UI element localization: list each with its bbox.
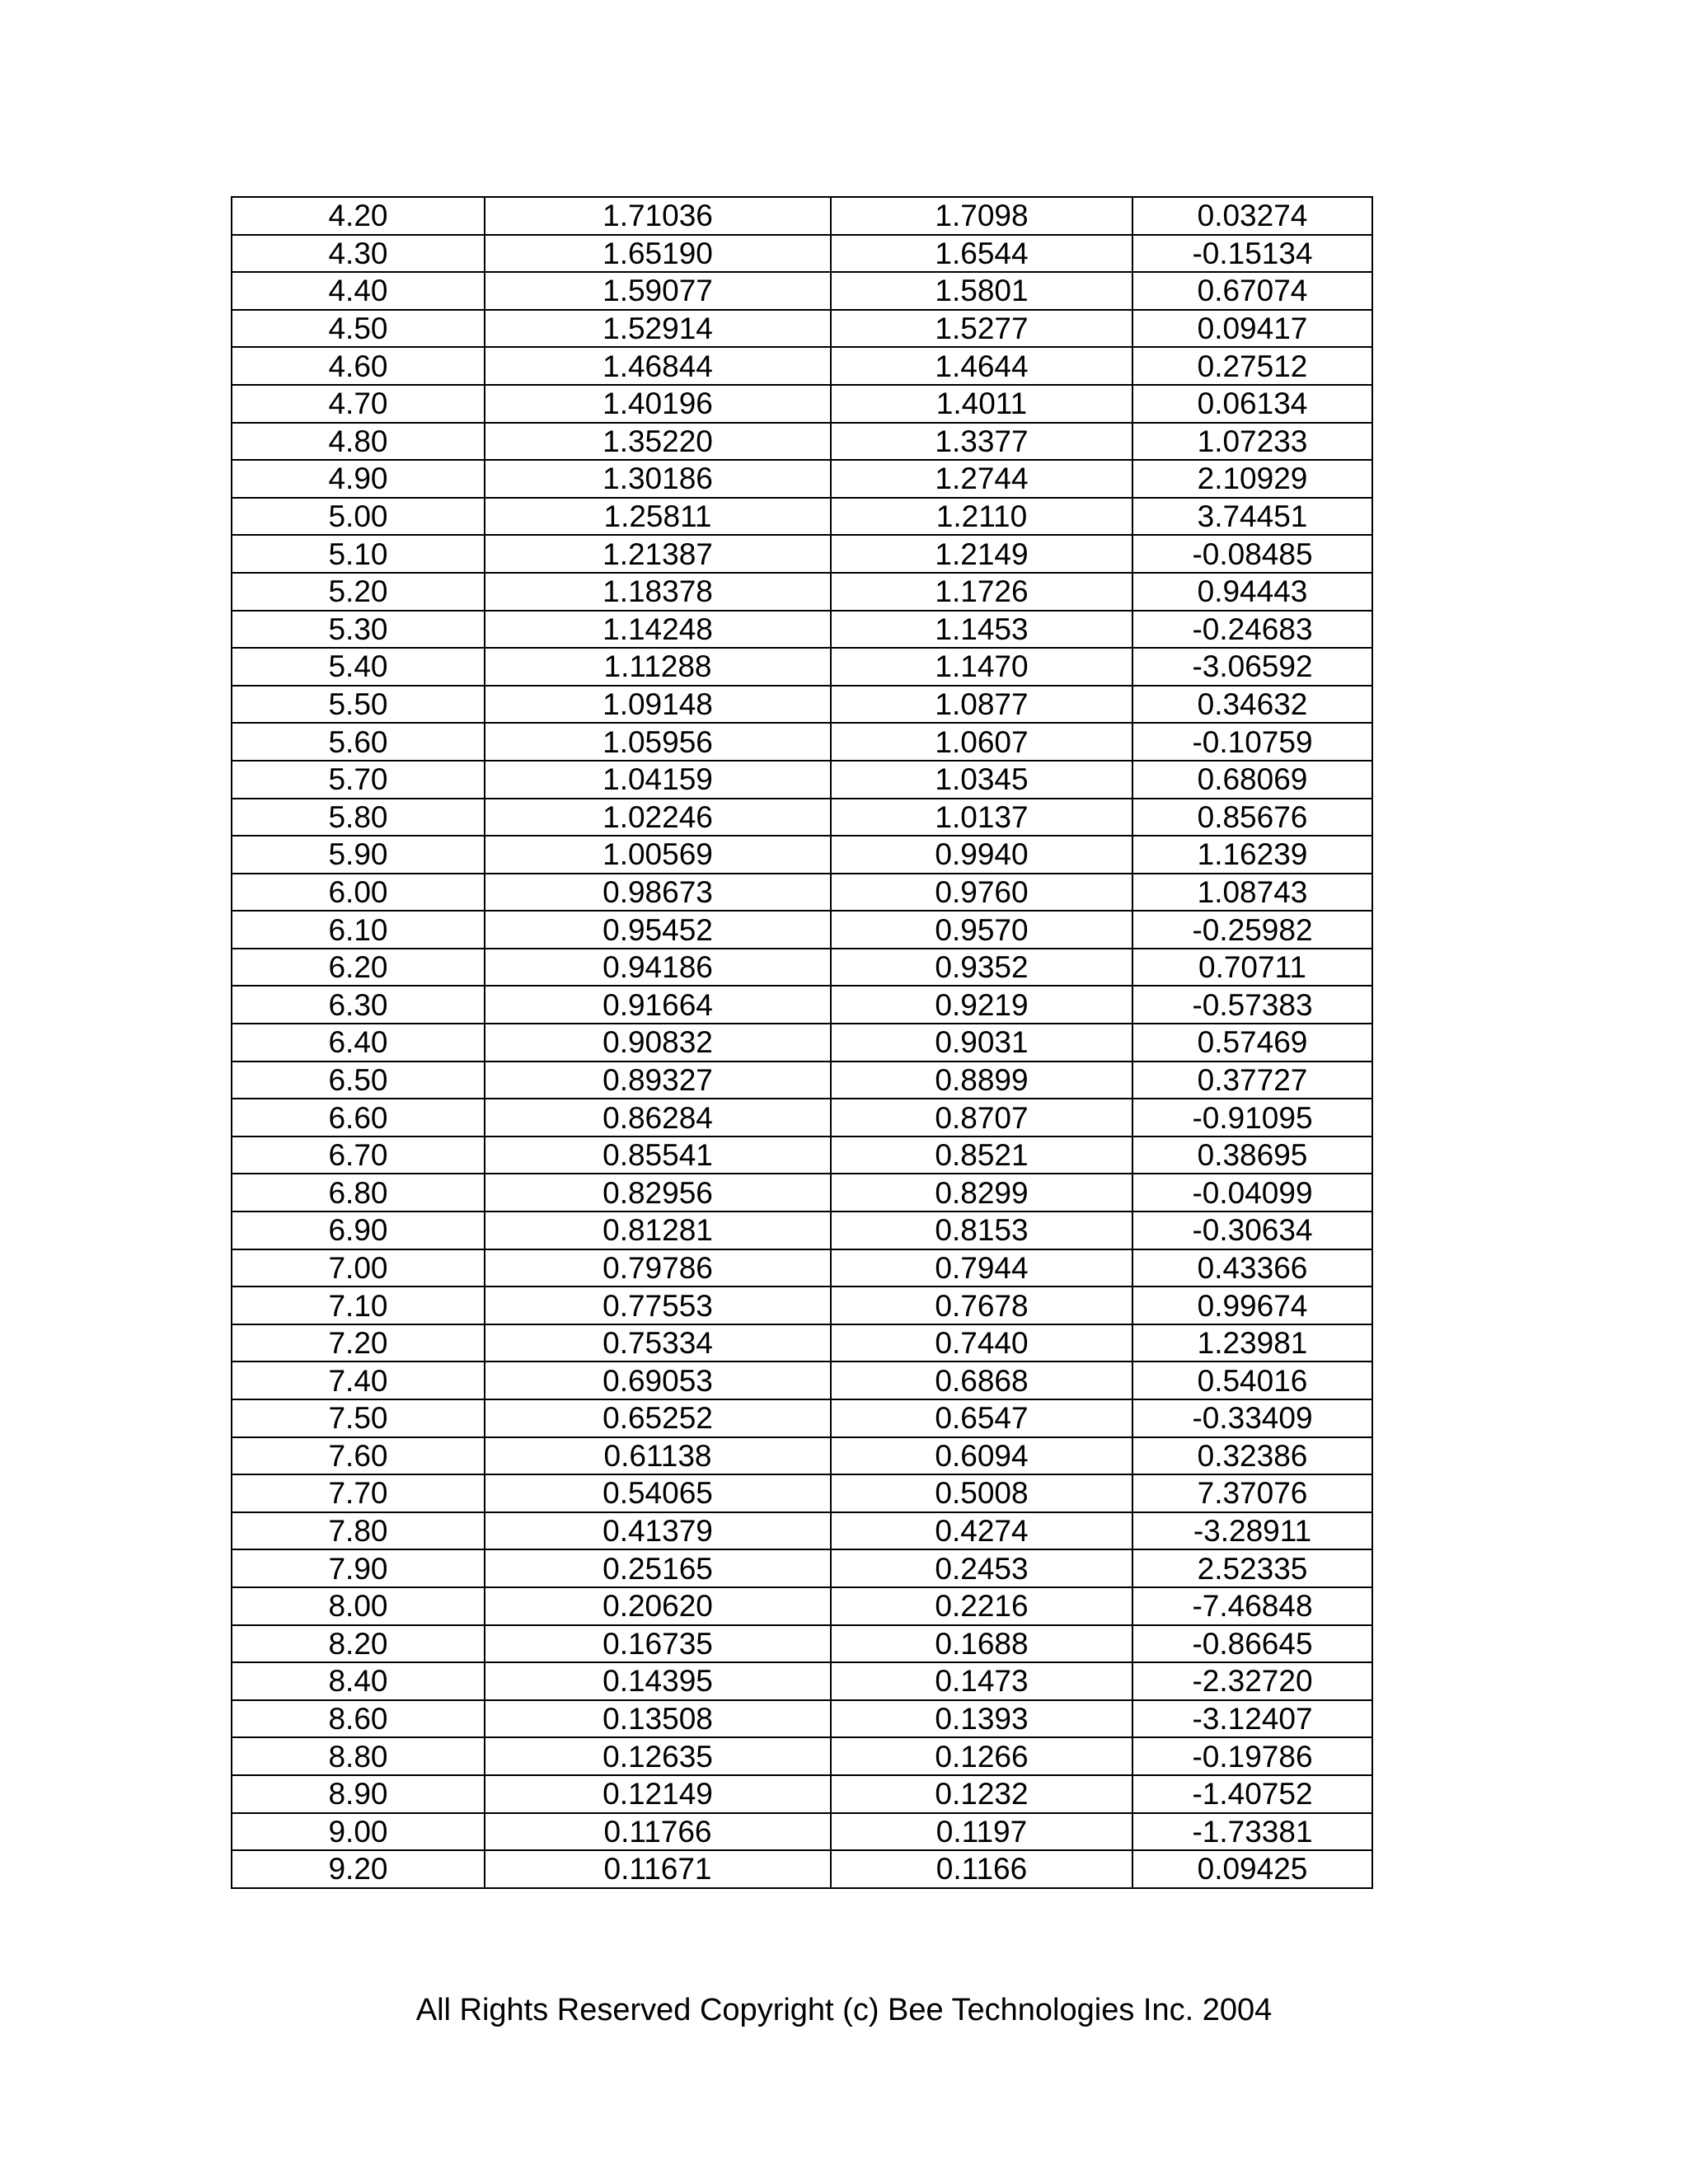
x-value-cell: 6.50 bbox=[232, 1062, 485, 1099]
table-row bbox=[232, 874, 1372, 912]
value-a-cell: 0.61138 bbox=[485, 1437, 831, 1475]
x-value-cell: 5.50 bbox=[232, 686, 485, 724]
table-row bbox=[232, 1361, 1372, 1399]
table-row bbox=[232, 1813, 1372, 1851]
table-row bbox=[232, 1850, 1372, 1888]
value-b-cell: 0.6547 bbox=[831, 1399, 1132, 1437]
x-value-cell: 8.90 bbox=[232, 1775, 485, 1813]
value-b-cell: 1.0877 bbox=[831, 686, 1132, 724]
value-a-cell: 0.11671 bbox=[485, 1850, 831, 1888]
value-a-cell: 0.82956 bbox=[485, 1174, 831, 1212]
value-b-cell: 0.7440 bbox=[831, 1324, 1132, 1362]
x-value-cell: 4.20 bbox=[232, 197, 485, 235]
x-value-cell: 7.00 bbox=[232, 1249, 485, 1287]
error-percent-cell: 0.32386 bbox=[1132, 1437, 1372, 1475]
error-percent-cell: 0.03274 bbox=[1132, 197, 1372, 235]
error-percent-cell: 0.27512 bbox=[1132, 347, 1372, 385]
error-percent-cell: -0.10759 bbox=[1132, 723, 1372, 761]
value-a-cell: 0.13508 bbox=[485, 1700, 831, 1738]
table-row bbox=[232, 535, 1372, 573]
table-row bbox=[232, 799, 1372, 837]
value-b-cell: 1.5277 bbox=[831, 310, 1132, 348]
x-value-cell: 6.40 bbox=[232, 1024, 485, 1062]
error-percent-cell: -3.12407 bbox=[1132, 1700, 1372, 1738]
table-row bbox=[232, 347, 1372, 385]
x-value-cell: 5.70 bbox=[232, 761, 485, 799]
table-row bbox=[232, 1024, 1372, 1062]
x-value-cell: 7.50 bbox=[232, 1399, 485, 1437]
table-row bbox=[232, 1137, 1372, 1174]
value-b-cell: 0.1166 bbox=[831, 1850, 1132, 1888]
value-b-cell: 0.6094 bbox=[831, 1437, 1132, 1475]
value-a-cell: 1.46844 bbox=[485, 347, 831, 385]
value-a-cell: 1.71036 bbox=[485, 197, 831, 235]
x-value-cell: 6.30 bbox=[232, 986, 485, 1024]
error-percent-cell: 0.09425 bbox=[1132, 1850, 1372, 1888]
error-percent-cell: 0.57469 bbox=[1132, 1024, 1372, 1062]
value-a-cell: 1.25811 bbox=[485, 498, 831, 536]
value-a-cell: 0.11766 bbox=[485, 1813, 831, 1851]
error-percent-cell: 0.54016 bbox=[1132, 1361, 1372, 1399]
value-a-cell: 1.18378 bbox=[485, 573, 831, 611]
value-b-cell: 0.7944 bbox=[831, 1249, 1132, 1287]
error-percent-cell: -0.15134 bbox=[1132, 235, 1372, 273]
value-a-cell: 0.79786 bbox=[485, 1249, 831, 1287]
value-a-cell: 0.69053 bbox=[485, 1361, 831, 1399]
value-a-cell: 0.98673 bbox=[485, 874, 831, 912]
value-b-cell: 1.3377 bbox=[831, 423, 1132, 461]
error-percent-cell: 2.10929 bbox=[1132, 460, 1372, 498]
table-row bbox=[232, 1399, 1372, 1437]
value-a-cell: 1.52914 bbox=[485, 310, 831, 348]
value-b-cell: 0.1232 bbox=[831, 1775, 1132, 1813]
table-row bbox=[232, 723, 1372, 761]
x-value-cell: 6.20 bbox=[232, 949, 485, 987]
x-value-cell: 7.20 bbox=[232, 1324, 485, 1362]
x-value-cell: 8.00 bbox=[232, 1587, 485, 1625]
value-b-cell: 0.9570 bbox=[831, 911, 1132, 949]
error-percent-cell: 0.99674 bbox=[1132, 1286, 1372, 1324]
value-b-cell: 0.1688 bbox=[831, 1625, 1132, 1663]
value-b-cell: 0.1266 bbox=[831, 1737, 1132, 1775]
value-b-cell: 1.0345 bbox=[831, 761, 1132, 799]
error-percent-cell: 0.94443 bbox=[1132, 573, 1372, 611]
table-row bbox=[232, 986, 1372, 1024]
value-b-cell: 0.4274 bbox=[831, 1512, 1132, 1550]
value-a-cell: 0.65252 bbox=[485, 1399, 831, 1437]
value-a-cell: 1.02246 bbox=[485, 799, 831, 837]
error-percent-cell: -0.33409 bbox=[1132, 1399, 1372, 1437]
value-a-cell: 1.00569 bbox=[485, 836, 831, 874]
value-b-cell: 0.8153 bbox=[831, 1212, 1132, 1249]
value-b-cell: 1.5801 bbox=[831, 272, 1132, 310]
x-value-cell: 7.10 bbox=[232, 1286, 485, 1324]
table-row bbox=[232, 1437, 1372, 1475]
table-row bbox=[232, 310, 1372, 348]
x-value-cell: 6.90 bbox=[232, 1212, 485, 1249]
table-row bbox=[232, 460, 1372, 498]
table-row bbox=[232, 197, 1372, 235]
data-table bbox=[231, 196, 1373, 1889]
value-b-cell: 0.9352 bbox=[831, 949, 1132, 987]
table-row bbox=[232, 648, 1372, 686]
error-percent-cell: -0.91095 bbox=[1132, 1099, 1372, 1137]
table-row bbox=[232, 836, 1372, 874]
value-b-cell: 1.7098 bbox=[831, 197, 1132, 235]
value-a-cell: 0.41379 bbox=[485, 1512, 831, 1550]
x-value-cell: 7.70 bbox=[232, 1474, 485, 1512]
table-row bbox=[232, 1662, 1372, 1700]
x-value-cell: 4.30 bbox=[232, 235, 485, 273]
error-percent-cell: 0.06134 bbox=[1132, 385, 1372, 423]
x-value-cell: 8.20 bbox=[232, 1625, 485, 1663]
value-a-cell: 1.14248 bbox=[485, 611, 831, 649]
value-b-cell: 1.2744 bbox=[831, 460, 1132, 498]
value-b-cell: 1.2149 bbox=[831, 535, 1132, 573]
value-b-cell: 0.9219 bbox=[831, 986, 1132, 1024]
value-a-cell: 1.21387 bbox=[485, 535, 831, 573]
x-value-cell: 9.20 bbox=[232, 1850, 485, 1888]
x-value-cell: 5.80 bbox=[232, 799, 485, 837]
value-a-cell: 0.77553 bbox=[485, 1286, 831, 1324]
value-a-cell: 0.12149 bbox=[485, 1775, 831, 1813]
x-value-cell: 7.80 bbox=[232, 1512, 485, 1550]
error-percent-cell: -0.19786 bbox=[1132, 1737, 1372, 1775]
table-body bbox=[232, 197, 1372, 1888]
value-a-cell: 0.85541 bbox=[485, 1137, 831, 1174]
value-b-cell: 0.9760 bbox=[831, 874, 1132, 912]
x-value-cell: 4.90 bbox=[232, 460, 485, 498]
error-percent-cell: -1.73381 bbox=[1132, 1813, 1372, 1851]
error-percent-cell: 1.07233 bbox=[1132, 423, 1372, 461]
table-row bbox=[232, 1700, 1372, 1738]
value-a-cell: 0.20620 bbox=[485, 1587, 831, 1625]
value-a-cell: 1.30186 bbox=[485, 460, 831, 498]
x-value-cell: 6.10 bbox=[232, 911, 485, 949]
error-percent-cell: -0.04099 bbox=[1132, 1174, 1372, 1212]
x-value-cell: 5.60 bbox=[232, 723, 485, 761]
value-a-cell: 0.54065 bbox=[485, 1474, 831, 1512]
value-a-cell: 1.59077 bbox=[485, 272, 831, 310]
table-row bbox=[232, 1549, 1372, 1587]
table-row bbox=[232, 498, 1372, 536]
x-value-cell: 7.60 bbox=[232, 1437, 485, 1475]
value-a-cell: 0.86284 bbox=[485, 1099, 831, 1137]
value-b-cell: 1.1470 bbox=[831, 648, 1132, 686]
table-row bbox=[232, 761, 1372, 799]
value-a-cell: 0.12635 bbox=[485, 1737, 831, 1775]
value-b-cell: 0.8707 bbox=[831, 1099, 1132, 1137]
value-a-cell: 1.04159 bbox=[485, 761, 831, 799]
value-b-cell: 0.2453 bbox=[831, 1549, 1132, 1587]
error-percent-cell: -0.30634 bbox=[1132, 1212, 1372, 1249]
value-b-cell: 0.1393 bbox=[831, 1700, 1132, 1738]
value-b-cell: 1.0137 bbox=[831, 799, 1132, 837]
error-percent-cell: 2.52335 bbox=[1132, 1549, 1372, 1587]
table-row bbox=[232, 1737, 1372, 1775]
value-a-cell: 0.75334 bbox=[485, 1324, 831, 1362]
value-a-cell: 0.14395 bbox=[485, 1662, 831, 1700]
x-value-cell: 6.80 bbox=[232, 1174, 485, 1212]
error-percent-cell: -2.32720 bbox=[1132, 1662, 1372, 1700]
error-percent-cell: -1.40752 bbox=[1132, 1775, 1372, 1813]
table-row bbox=[232, 1174, 1372, 1212]
x-value-cell: 5.20 bbox=[232, 573, 485, 611]
x-value-cell: 4.60 bbox=[232, 347, 485, 385]
value-a-cell: 0.25165 bbox=[485, 1549, 831, 1587]
value-b-cell: 0.2216 bbox=[831, 1587, 1132, 1625]
value-b-cell: 0.8899 bbox=[831, 1062, 1132, 1099]
table-row bbox=[232, 1625, 1372, 1663]
value-b-cell: 0.9940 bbox=[831, 836, 1132, 874]
error-percent-cell: -0.08485 bbox=[1132, 535, 1372, 573]
value-a-cell: 1.09148 bbox=[485, 686, 831, 724]
table-row bbox=[232, 1099, 1372, 1137]
error-percent-cell: 3.74451 bbox=[1132, 498, 1372, 536]
x-value-cell: 8.80 bbox=[232, 1737, 485, 1775]
table-row bbox=[232, 423, 1372, 461]
error-percent-cell: -0.57383 bbox=[1132, 986, 1372, 1024]
error-percent-cell: 0.67074 bbox=[1132, 272, 1372, 310]
error-percent-cell: 0.37727 bbox=[1132, 1062, 1372, 1099]
x-value-cell: 4.70 bbox=[232, 385, 485, 423]
table-row bbox=[232, 272, 1372, 310]
error-percent-cell: 7.37076 bbox=[1132, 1474, 1372, 1512]
table-row bbox=[232, 611, 1372, 649]
value-b-cell: 1.4011 bbox=[831, 385, 1132, 423]
value-b-cell: 0.6868 bbox=[831, 1361, 1132, 1399]
value-a-cell: 1.35220 bbox=[485, 423, 831, 461]
table-row bbox=[232, 385, 1372, 423]
value-b-cell: 0.9031 bbox=[831, 1024, 1132, 1062]
error-percent-cell: 0.38695 bbox=[1132, 1137, 1372, 1174]
value-b-cell: 0.1473 bbox=[831, 1662, 1132, 1700]
x-value-cell: 5.40 bbox=[232, 648, 485, 686]
value-b-cell: 1.1726 bbox=[831, 573, 1132, 611]
error-percent-cell: 0.68069 bbox=[1132, 761, 1372, 799]
value-a-cell: 1.65190 bbox=[485, 235, 831, 273]
value-a-cell: 0.91664 bbox=[485, 986, 831, 1024]
table-row bbox=[232, 1587, 1372, 1625]
x-value-cell: 8.40 bbox=[232, 1662, 485, 1700]
x-value-cell: 5.30 bbox=[232, 611, 485, 649]
x-value-cell: 9.00 bbox=[232, 1813, 485, 1851]
error-percent-cell: 0.70711 bbox=[1132, 949, 1372, 987]
table-row bbox=[232, 1324, 1372, 1362]
error-percent-cell: -0.24683 bbox=[1132, 611, 1372, 649]
error-percent-cell: -3.06592 bbox=[1132, 648, 1372, 686]
value-b-cell: 1.4644 bbox=[831, 347, 1132, 385]
x-value-cell: 5.10 bbox=[232, 535, 485, 573]
x-value-cell: 4.40 bbox=[232, 272, 485, 310]
x-value-cell: 6.60 bbox=[232, 1099, 485, 1137]
value-b-cell: 1.1453 bbox=[831, 611, 1132, 649]
error-percent-cell: -7.46848 bbox=[1132, 1587, 1372, 1625]
x-value-cell: 4.50 bbox=[232, 310, 485, 348]
value-a-cell: 0.89327 bbox=[485, 1062, 831, 1099]
value-a-cell: 0.95452 bbox=[485, 911, 831, 949]
error-percent-cell: 0.09417 bbox=[1132, 310, 1372, 348]
error-percent-cell: 1.16239 bbox=[1132, 836, 1372, 874]
value-a-cell: 1.05956 bbox=[485, 723, 831, 761]
error-percent-cell: 1.08743 bbox=[1132, 874, 1372, 912]
error-percent-cell: -3.28911 bbox=[1132, 1512, 1372, 1550]
value-b-cell: 0.7678 bbox=[831, 1286, 1132, 1324]
value-b-cell: 1.2110 bbox=[831, 498, 1132, 536]
x-value-cell: 5.90 bbox=[232, 836, 485, 874]
table-row bbox=[232, 911, 1372, 949]
table-row bbox=[232, 1286, 1372, 1324]
value-b-cell: 0.5008 bbox=[831, 1474, 1132, 1512]
error-percent-cell: 0.34632 bbox=[1132, 686, 1372, 724]
value-b-cell: 0.1197 bbox=[831, 1813, 1132, 1851]
value-a-cell: 1.40196 bbox=[485, 385, 831, 423]
error-percent-cell: -0.25982 bbox=[1132, 911, 1372, 949]
value-b-cell: 1.6544 bbox=[831, 235, 1132, 273]
table-row bbox=[232, 1249, 1372, 1287]
table-row bbox=[232, 1212, 1372, 1249]
error-percent-cell: 0.85676 bbox=[1132, 799, 1372, 837]
x-value-cell: 7.90 bbox=[232, 1549, 485, 1587]
x-value-cell: 6.00 bbox=[232, 874, 485, 912]
x-value-cell: 6.70 bbox=[232, 1137, 485, 1174]
table-row bbox=[232, 1062, 1372, 1099]
table-row bbox=[232, 1775, 1372, 1813]
table-row bbox=[232, 1474, 1372, 1512]
error-percent-cell: -0.86645 bbox=[1132, 1625, 1372, 1663]
value-a-cell: 0.81281 bbox=[485, 1212, 831, 1249]
value-b-cell: 1.0607 bbox=[831, 723, 1132, 761]
error-percent-cell: 0.43366 bbox=[1132, 1249, 1372, 1287]
value-b-cell: 0.8299 bbox=[831, 1174, 1132, 1212]
table-row bbox=[232, 1512, 1372, 1550]
value-a-cell: 1.11288 bbox=[485, 648, 831, 686]
value-a-cell: 0.94186 bbox=[485, 949, 831, 987]
x-value-cell: 7.40 bbox=[232, 1361, 485, 1399]
table-row bbox=[232, 235, 1372, 273]
error-percent-cell: 1.23981 bbox=[1132, 1324, 1372, 1362]
value-a-cell: 0.16735 bbox=[485, 1625, 831, 1663]
x-value-cell: 8.60 bbox=[232, 1700, 485, 1738]
value-a-cell: 0.90832 bbox=[485, 1024, 831, 1062]
x-value-cell: 4.80 bbox=[232, 423, 485, 461]
value-b-cell: 0.8521 bbox=[831, 1137, 1132, 1174]
table-row bbox=[232, 949, 1372, 987]
copyright-footer: All Rights Reserved Copyright (c) Bee Technologies Inc. 2004 bbox=[415, 1993, 1273, 2027]
table-row bbox=[232, 573, 1372, 611]
x-value-cell: 5.00 bbox=[232, 498, 485, 536]
table-row bbox=[232, 686, 1372, 724]
